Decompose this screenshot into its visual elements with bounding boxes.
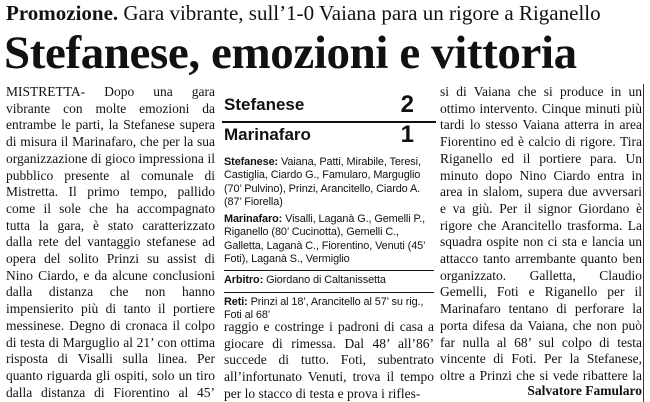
away-lineup-label: Marinafaro: <box>224 213 283 226</box>
goals-list: Prinzi al 18’, Arancitello al 57’ su rig., Foti al 68’ <box>224 295 424 321</box>
home-team-score: 2 <box>400 91 414 118</box>
away-team-score: 1 <box>400 121 414 148</box>
divider <box>224 270 434 271</box>
kicker <box>6 0 646 26</box>
column-rule <box>643 84 644 402</box>
home-lineup-label: Stefanese: <box>224 156 279 168</box>
section-label: Promozione. <box>6 1 119 25</box>
kicker-text: Gara vibrante, sull’1-0 Vaiana para un rigore a Riganello <box>123 1 601 25</box>
away-lineup <box>224 213 434 266</box>
divider <box>224 292 434 293</box>
article-column-2: raggio e costringe i padroni di casa a giocare di rimessa. Dal 48’ all’86’ succede di tutto. Foti, subentrato all’infortunato Venuti, trova il tempo per lo stacco di testa e prova i rifles- <box>224 319 434 401</box>
score-box <box>222 88 436 321</box>
headline: Stefanese, emozioni e vittoria <box>4 27 577 79</box>
away-lineup-players: Visalli, Laganà G., Gemelli P., Riganello (80’ Cucinotta), Gemelli C., Galletta, Laganà C., Fiorentino, Venuti (45’ Foti), Laganà S., Vermiglio <box>224 213 426 266</box>
referee <box>224 274 434 287</box>
lineups <box>224 156 434 321</box>
goals-label: Reti: <box>224 295 248 308</box>
away-team-row <box>222 121 436 148</box>
home-lineup-players: Vaiana, Patti, Mirabile, Teresi, Castiglia, Ciardo G., Famularo, Marguglio (70’ Pulvino), Prinzi, Arancitello, Ciardo A. (87’ Fiorella) <box>224 156 421 208</box>
home-team-name: Stefanese <box>224 95 305 114</box>
referee-label: Arbitro: <box>224 274 264 287</box>
article-column-1: MISTRETTA- Dopo una gara vibrante con molte emozioni da entrambe le parti, la Stefanese supera di misura il Marinafaro, che per la sua organizzazione di gioco impressiona il pubblico presente al comunale di Mistretta. Il primo tempo, pallido come il sole che ha accompagnato tutta la gara, è stato caratterizzato dalla rete del vantaggio stefanese ad opera del solito Prinzi su assist di Nino Ciardo, e da alcune conclusioni dalla distanza che non hanno impensierito più di tanto il portiere messinese. Degno di cronaca il colpo di testa di Marguglio al 21’ con ottima risposta di Visalli sulla linea. Per quanto riguarda gli ospiti, solo un tiro dalla distanza di Fiorentino al 45’ <box>6 84 215 400</box>
article-column-3: si di Vaiana che si produce in un ottimo intervento. Cinque minuti più tardi lo stesso Vaiana atterra in area Fiorentino ed è calcio di rigore. Tira Riganello ed il portiere para. Un minuto dopo Nino Ciardo entra in area in slalom, supera due avversari e va giù. Per il signor Giordano è rigore che Arancitello trasforma. La squadra ospite non ci sta e lancia un attacco tanto arrembante quanto ben organizzato. Galletta, Claudio Gemelli, Foti e Riganello per il Marinafaro tentano di perforare la porta difesa da Vaiana, che non può far nulla al 68’ sul colpo di testa vincente di Foti. Per la Stefanese, oltre a Prinzi che si vede ribattere la <box>440 84 642 382</box>
byline: Salvatore Famularo <box>527 383 642 398</box>
away-team-name: Marinafaro <box>224 125 311 144</box>
home-lineup <box>224 156 434 209</box>
home-team-row <box>222 92 436 123</box>
referee-name: Giordano di Caltanissetta <box>266 274 386 287</box>
